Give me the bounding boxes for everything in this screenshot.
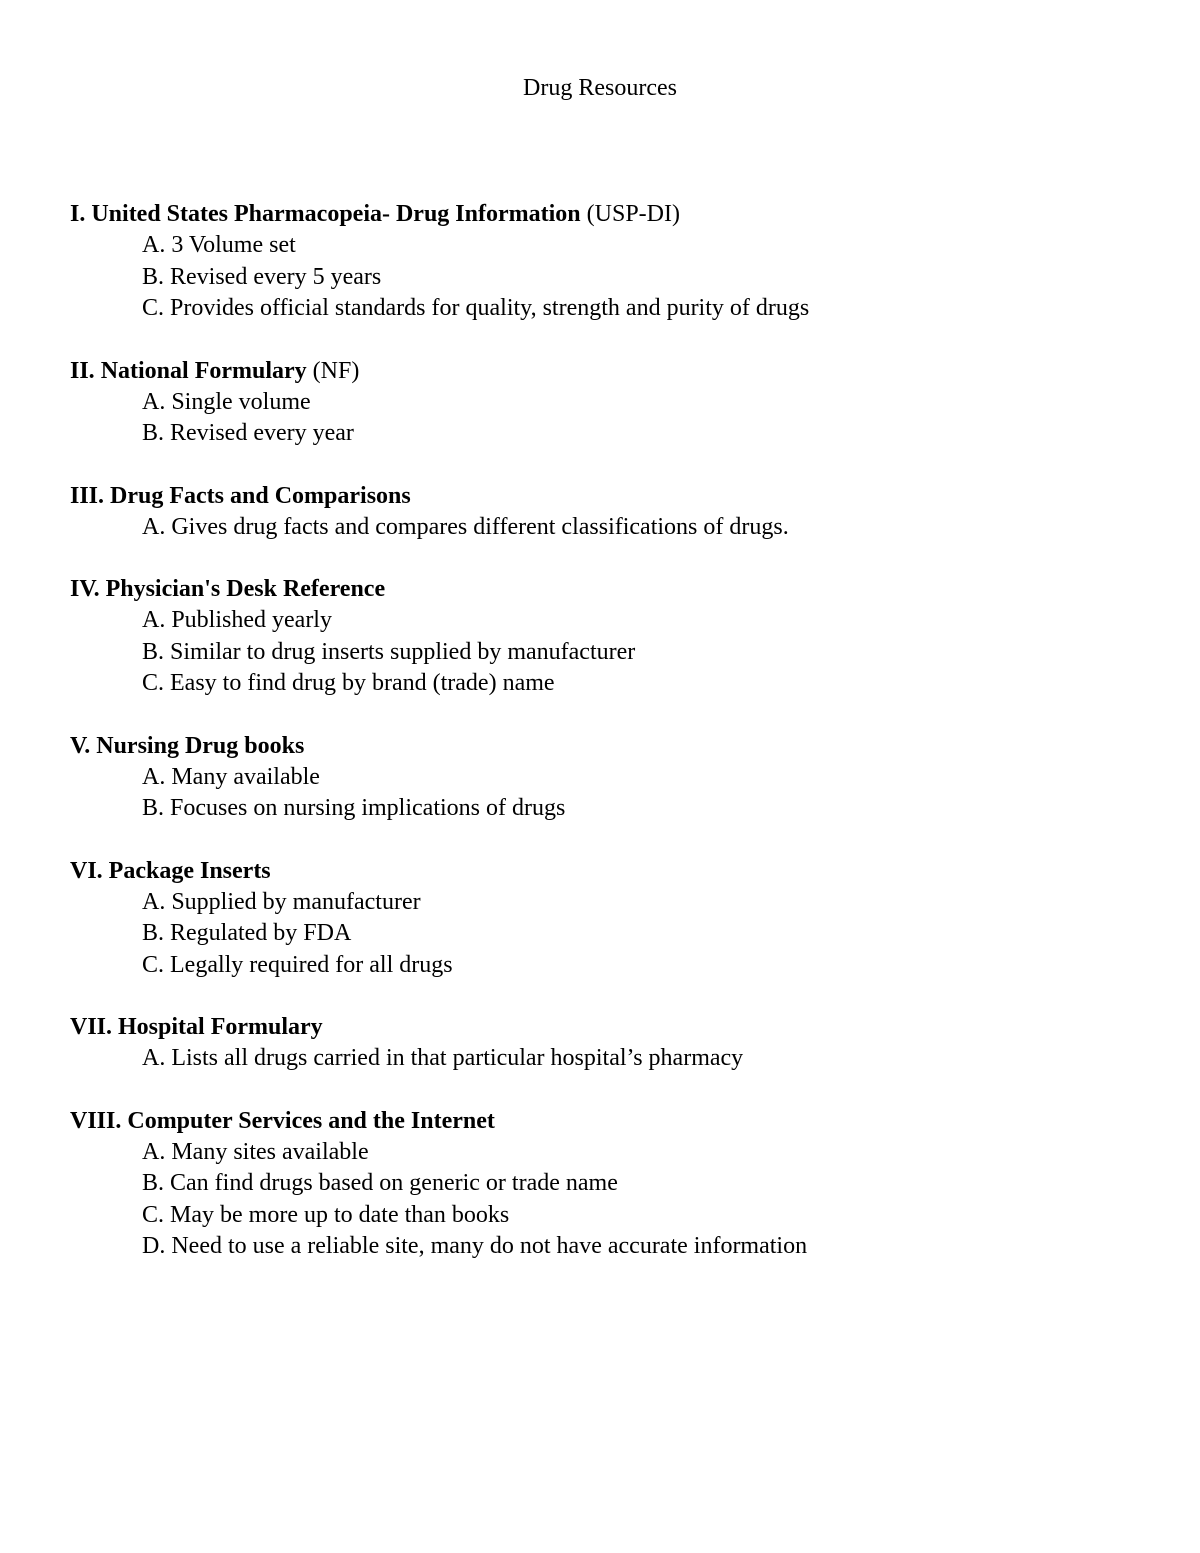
sub-item-list bbox=[70, 762, 1130, 825]
section-abbreviation: (NF) bbox=[312, 357, 360, 384]
sub-item: D. Need to use a reliable site, many do not have accurate information bbox=[142, 1233, 808, 1259]
sub-item-list bbox=[70, 1137, 1130, 1263]
sub-item: B. Can find drugs based on generic or trade name bbox=[142, 1170, 618, 1196]
sub-item: B. Similar to drug inserts supplied by manufacturer bbox=[142, 638, 636, 665]
section-drug-facts bbox=[70, 480, 1130, 544]
section-numeral: IV. bbox=[70, 576, 100, 602]
section-title: Nursing Drug books bbox=[96, 732, 305, 759]
sub-item: A. Supplied by manufacturer bbox=[142, 888, 421, 915]
section-numeral: III. bbox=[70, 482, 105, 509]
sub-item: B. Regulated by FDA bbox=[142, 920, 352, 946]
sub-item: B. Revised every 5 years bbox=[142, 263, 382, 290]
section-hospital-formulary bbox=[70, 1011, 1130, 1075]
section-title: Hospital Formulary bbox=[118, 1014, 323, 1040]
sub-item: A. 3 Volume set bbox=[142, 232, 296, 258]
sub-item-list bbox=[70, 605, 1130, 700]
sub-item-list bbox=[70, 887, 1130, 982]
section-heading bbox=[70, 355, 1130, 387]
sub-item: C. May be more up to date than books bbox=[142, 1201, 510, 1228]
section-heading bbox=[70, 730, 1130, 762]
section-title: United States Pharmacopeia- Drug Information bbox=[91, 201, 581, 227]
document-title: Drug Resources bbox=[523, 75, 677, 101]
sub-item-list bbox=[70, 1043, 1130, 1075]
sub-item-list bbox=[70, 387, 1130, 450]
section-computer-services bbox=[70, 1105, 1130, 1263]
sub-item: A. Gives drug facts and compares different classifications of drugs. bbox=[142, 513, 789, 540]
sub-item-list bbox=[70, 230, 1130, 325]
section-numeral: I. bbox=[70, 201, 86, 227]
section-heading bbox=[70, 198, 1130, 230]
sub-item: B. Revised every year bbox=[142, 420, 354, 446]
section-title: Package Inserts bbox=[108, 857, 271, 884]
sub-item: A. Many available bbox=[142, 763, 320, 790]
section-heading bbox=[70, 480, 1130, 512]
section-pdr bbox=[70, 573, 1130, 700]
sub-item: A. Single volume bbox=[142, 388, 311, 415]
section-title: National Formulary bbox=[100, 357, 307, 384]
sub-item: C. Easy to find drug by brand (trade) name bbox=[142, 670, 555, 696]
section-abbreviation: (USP-DI) bbox=[586, 201, 680, 227]
section-usp-di bbox=[70, 198, 1130, 325]
section-heading bbox=[70, 855, 1130, 887]
section-national-formulary bbox=[70, 355, 1130, 450]
sections-list bbox=[70, 198, 1130, 1293]
section-numeral: VIII. bbox=[70, 1107, 122, 1134]
sub-item: B. Focuses on nursing implications of drugs bbox=[142, 795, 566, 821]
sub-item-list bbox=[70, 512, 1130, 544]
section-numeral: VII. bbox=[70, 1014, 113, 1040]
section-heading bbox=[70, 1105, 1130, 1137]
sub-item: A. Published yearly bbox=[142, 607, 332, 633]
section-heading bbox=[70, 1011, 1130, 1043]
sub-item: C. Provides official standards for quality, strength and purity of drugs bbox=[142, 295, 810, 321]
section-title: Drug Facts and Comparisons bbox=[110, 482, 411, 509]
sub-item: A. Lists all drugs carried in that particular hospital’s pharmacy bbox=[142, 1045, 744, 1071]
section-title: Computer Services and the Internet bbox=[127, 1107, 495, 1134]
section-title: Physician's Desk Reference bbox=[105, 576, 386, 602]
section-package-inserts bbox=[70, 855, 1130, 982]
sub-item: C. Legally required for all drugs bbox=[142, 951, 453, 978]
section-heading bbox=[70, 573, 1130, 605]
section-numeral: VI. bbox=[70, 857, 103, 884]
sub-item: A. Many sites available bbox=[142, 1138, 369, 1165]
section-numeral: V. bbox=[70, 732, 91, 759]
section-nursing-drug-books bbox=[70, 730, 1130, 825]
section-numeral: II. bbox=[70, 357, 95, 384]
